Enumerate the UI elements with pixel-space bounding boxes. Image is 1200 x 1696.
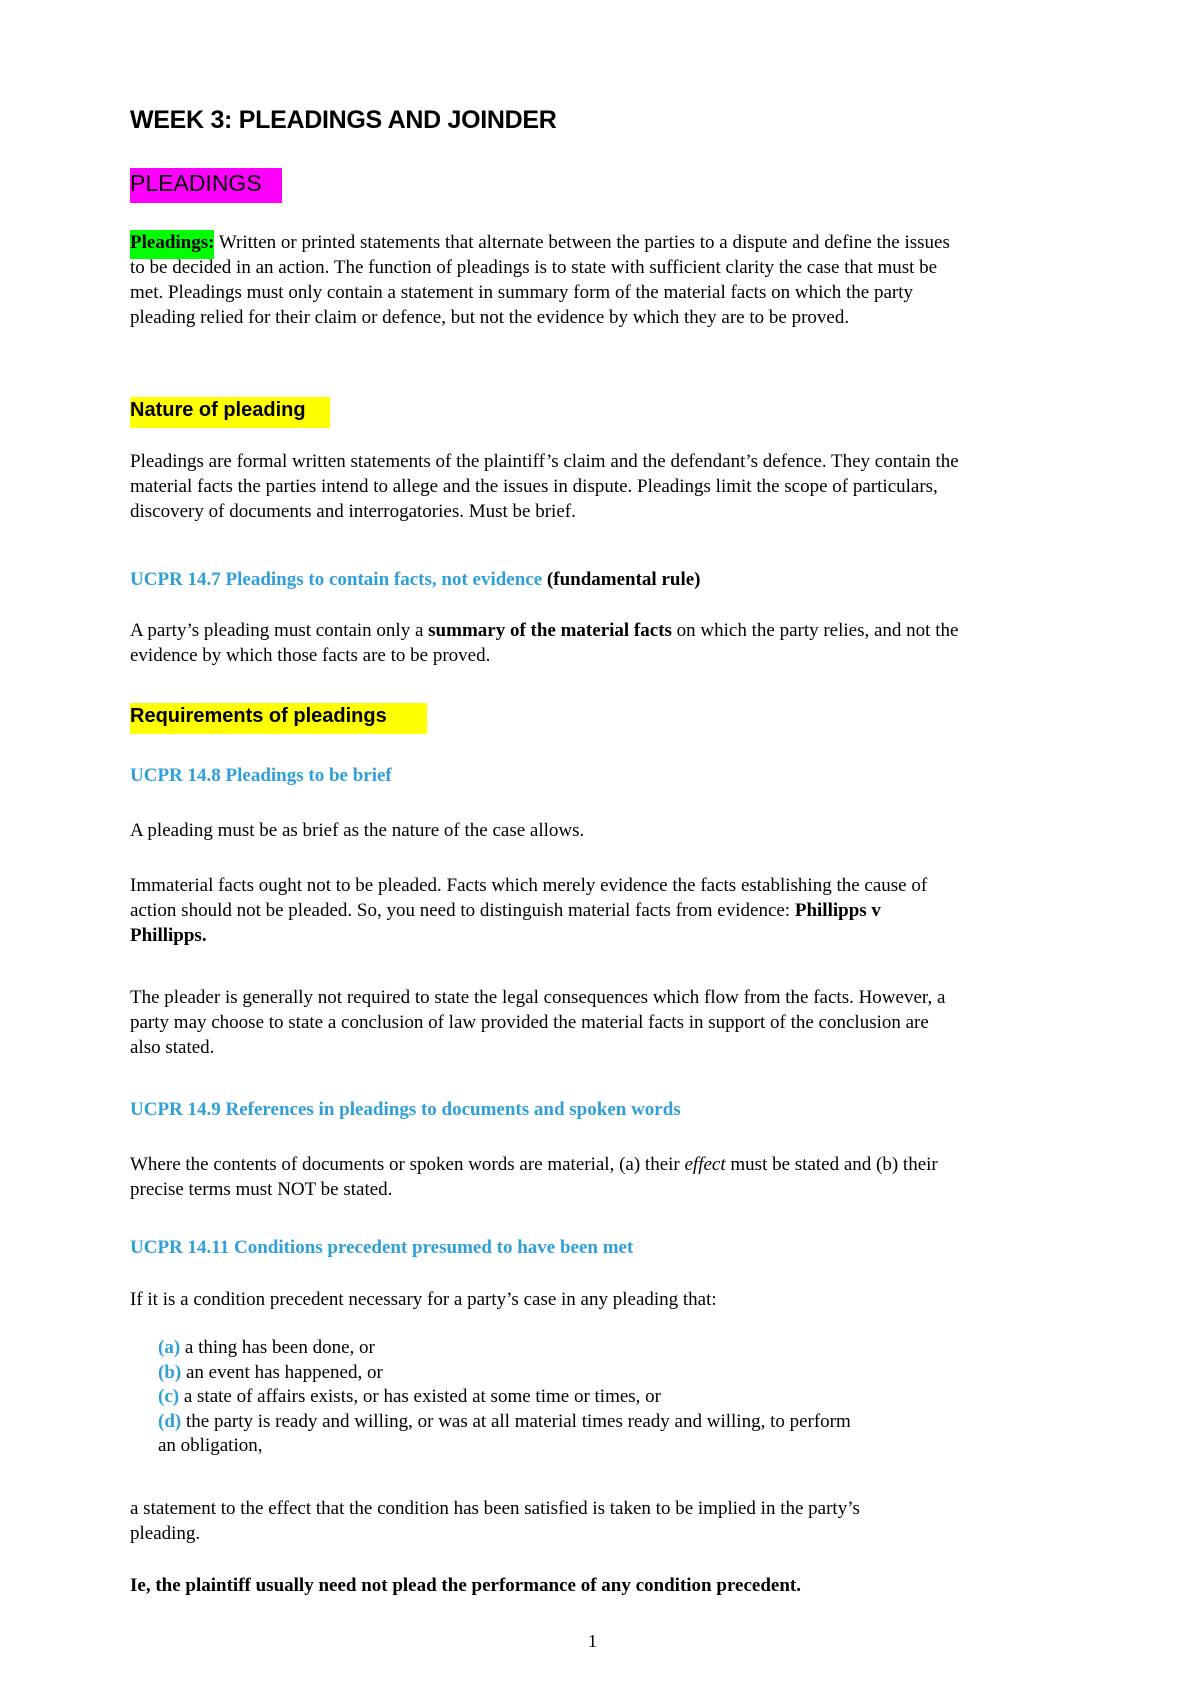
ucpr-14-7-suffix: (fundamental rule) <box>542 569 701 590</box>
requirements-heading: Requirements of pleadings <box>130 703 427 734</box>
ucpr-14-9-paragraph <box>130 1152 960 1202</box>
ucpr-14-9-text-a: Where the contents of documents or spoken words are material, (a) their <box>130 1154 685 1175</box>
ucpr-14-8-p2-text: Immaterial facts ought not to be pleaded. Facts which merely evidence the facts establishing the cause of action should not be pleaded. So, you need to distinguish material facts from evidence: <box>130 875 928 921</box>
ucpr-14-9-text-b: must be stated and (b) their precise terms must NOT be stated. <box>130 1154 938 1200</box>
conditions-list <box>158 1336 851 1459</box>
ucpr-14-9-heading: UCPR 14.9 References in pleadings to documents and spoken words <box>130 1099 681 1120</box>
page-number: 1 <box>588 1631 597 1651</box>
pleadings-definition-text: Written or printed statements that alternate between the parties to a dispute and define the issues to be decided in an action. The function of pleadings is to state with sufficient clarity the case that must be met. Pleadings must only contain a statement in summary form of the material facts on which the party pleading relied for their claim or defence, but not the evidence by which they are to be proved. <box>130 232 950 328</box>
list-item-text: a state of affairs exists, or has existed at some time or times, or <box>179 1386 662 1407</box>
ucpr-14-11-closing: a statement to the effect that the condition has been satisfied is taken to be implied in the party’s pleading. <box>130 1498 860 1544</box>
case-citation: Phillipps v Phillipps. <box>130 900 881 946</box>
list-item-text: an event has happened, or <box>181 1361 383 1383</box>
pleadings-heading: PLEADINGS <box>130 168 282 203</box>
pleadings-definition <box>130 230 960 330</box>
list-item-label: (d) <box>158 1410 182 1432</box>
ucpr-14-8-heading: UCPR 14.8 Pleadings to be brief <box>130 765 392 786</box>
ucpr-14-9-text-italic: effect <box>684 1154 726 1175</box>
nature-heading: Nature of pleading <box>130 397 330 428</box>
ucpr-14-11-intro: If it is a condition precedent necessary for a party’s case in any pleading that: <box>130 1289 717 1310</box>
nature-paragraph: Pleadings are formal written statements of the plaintiff’s claim and the defendant’s defence. They contain the material facts the parties intend to allege and the issues in dispute. Pleadings limit the scope of particulars, discovery of documents and interrogatories. Must be brief. <box>130 451 959 522</box>
ucpr-14-8-p1: A pleading must be as brief as the nature of the case allows. <box>130 820 585 841</box>
ucpr-14-11-heading: UCPR 14.11 Conditions precedent presumed to have been met <box>130 1237 634 1258</box>
list-item <box>158 1361 851 1386</box>
ucpr-14-7-text-a: A party’s pleading must contain only a <box>130 620 429 641</box>
ucpr-14-8-p2 <box>130 873 930 948</box>
list-item-label: (c) <box>158 1386 180 1407</box>
pleadings-term: Pleadings: <box>130 230 214 259</box>
list-item-text: the party is ready and willing, or was at all material times ready and willing, to perform <box>181 1410 851 1432</box>
list-item <box>158 1385 851 1410</box>
list-item-text: a thing has been done, or <box>180 1337 375 1358</box>
ucpr-14-11-summary: Ie, the plaintiff usually need not plead the performance of any condition precedent. <box>130 1575 801 1596</box>
ucpr-14-7-text-bold: summary of the material facts <box>428 620 672 641</box>
list-item-label: (a) <box>158 1337 181 1358</box>
ucpr-14-7-text-b: on which the party relies, and not the evidence by which those facts are to be proved. <box>130 620 959 666</box>
list-item-label: (b) <box>158 1361 182 1383</box>
ucpr-14-7-heading <box>130 569 701 591</box>
list-item <box>158 1336 851 1361</box>
ucpr-14-7-title: UCPR 14.7 Pleadings to contain facts, not evidence <box>130 569 543 590</box>
page-title: WEEK 3: PLEADINGS AND JOINDER <box>130 106 557 134</box>
ucpr-14-7-paragraph <box>130 618 960 668</box>
list-item <box>158 1410 851 1435</box>
ucpr-14-8-p3: The pleader is generally not required to state the legal consequences which flow from the facts. However, a party may choose to state a conclusion of law provided the material facts in support of the conclusion are also stated. <box>130 987 946 1058</box>
list-item-continuation: an obligation, <box>158 1435 263 1456</box>
